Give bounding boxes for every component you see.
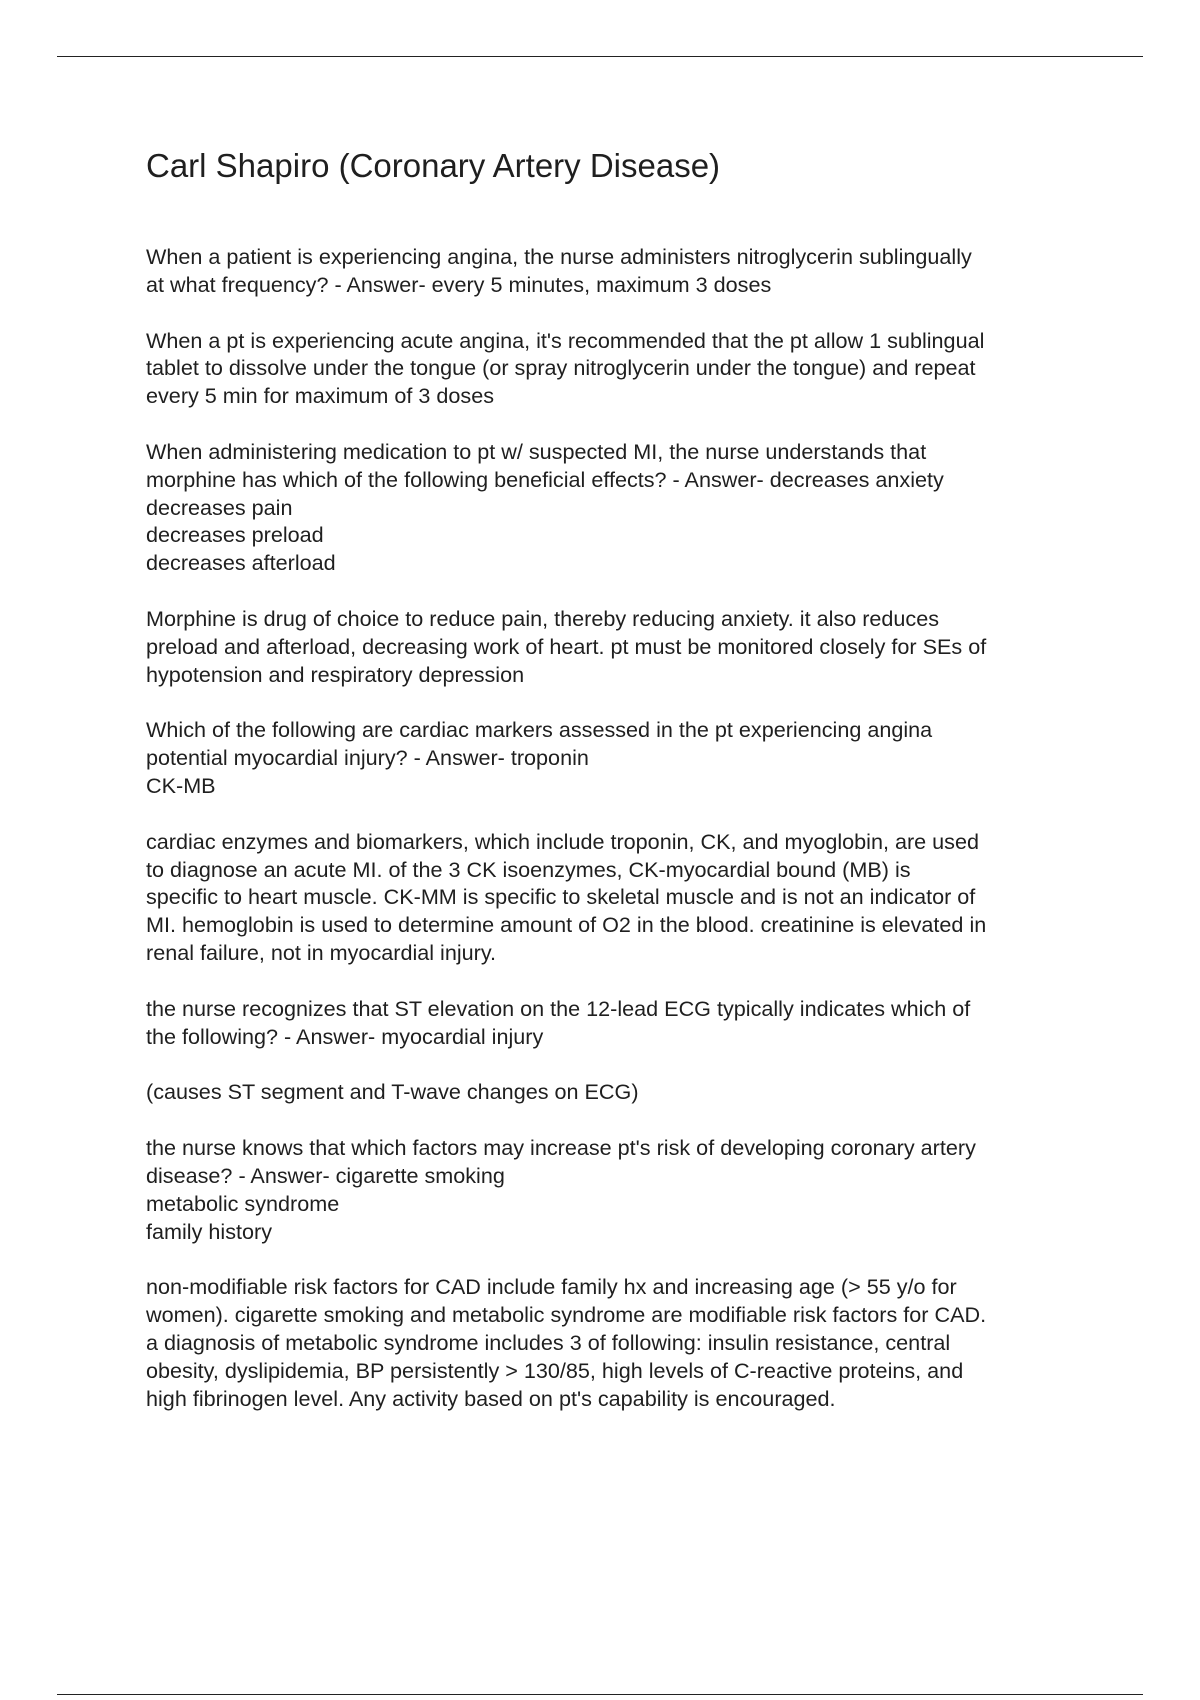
text-line: the nurse knows that which factors may increase pt's risk of developing coronary artery (146, 1135, 976, 1161)
text-line: every 5 min for maximum of 3 doses (146, 383, 495, 409)
text-line: high fibrinogen level. Any activity based on pt's capability is encouraged. (146, 1385, 836, 1411)
text-line: obesity, dyslipidemia, BP persistently > 130/85, high levels of C-reactive proteins, and (146, 1357, 964, 1383)
text-line: MI. hemoglobin is used to determine amount of O2 in the blood. creatinine is elevated in (146, 912, 987, 938)
text-line: Which of the following are cardiac markers assessed in the pt experiencing angina (146, 717, 933, 743)
text-line: preload and afterload, decreasing work of heart. pt must be monitored closely for SEs of (146, 633, 987, 659)
text-line: metabolic syndrome (146, 1190, 340, 1216)
text-line: When a patient is experiencing angina, the nurse administers nitroglycerin sublingually (146, 244, 972, 269)
text-line: hypotension and respiratory depression (146, 661, 525, 687)
text-line: women). cigarette smoking and metabolic syndrome are modifiable risk factors for CAD. (146, 1302, 987, 1328)
text-line: the nurse recognizes that ST elevation on the 12-lead ECG typically indicates which of (146, 995, 971, 1021)
text-line: a diagnosis of metabolic syndrome includes 3 of following: insulin resistance, central (146, 1329, 951, 1355)
paragraph (146, 1134, 1096, 1245)
text-line: When a pt is experiencing acute angina, it's recommended that the pt allow 1 sublingual (146, 327, 985, 353)
paragraph (146, 605, 1096, 688)
text-line: specific to heart muscle. CK-MM is specific to skeletal muscle and is not an indicator of (146, 884, 976, 910)
text-line: decreases preload (146, 522, 324, 548)
text-line: renal failure, not in myocardial injury. (146, 939, 497, 965)
text-line: at what frequency? - Answer- every 5 minutes, maximum 3 doses (146, 271, 772, 297)
text-line: to diagnose an acute MI. of the 3 CK isoenzymes, CK-myocardial bound (MB) is (146, 856, 911, 882)
text-line: decreases afterload (146, 550, 336, 576)
text-line: Morphine is drug of choice to reduce pain, thereby reducing anxiety. it also reduces (146, 605, 940, 631)
document-body (146, 243, 1096, 1440)
document-title: Carl Shapiro (Coronary Artery Disease) (146, 147, 721, 184)
paragraph (146, 716, 1096, 799)
text-line: When administering medication to pt w/ suspected MI, the nurse understands that (146, 438, 927, 464)
text-line: decreases pain (146, 494, 293, 520)
text-line: non-modifiable risk factors for CAD include family hx and increasing age (> 55 y/o for (146, 1274, 957, 1300)
header-rule (57, 56, 1143, 57)
text-line: cardiac enzymes and biomarkers, which include troponin, CK, and myoglobin, are used (146, 828, 979, 854)
text-line: CK-MB (146, 772, 216, 798)
text-line: morphine has which of the following beneficial effects? - Answer- decreases anxiety (146, 466, 944, 492)
paragraph (146, 828, 1096, 967)
footer-rule (57, 1694, 1143, 1695)
text-line: the following? - Answer- myocardial injury (146, 1023, 544, 1049)
paragraph (146, 327, 1096, 410)
paragraph (146, 243, 1096, 299)
text-line: family history (146, 1218, 272, 1244)
text-line: potential myocardial injury? - Answer- troponin (146, 745, 589, 771)
text-line: tablet to dissolve under the tongue (or spray nitroglycerin under the tongue) and repeat (146, 355, 976, 381)
paragraph (146, 995, 1096, 1051)
text-line: disease? - Answer- cigarette smoking (146, 1162, 505, 1188)
text-line: (causes ST segment and T-wave changes on ECG) (146, 1079, 639, 1105)
paragraph (146, 438, 1096, 577)
paragraph (146, 1078, 1096, 1106)
paragraph (146, 1273, 1096, 1412)
